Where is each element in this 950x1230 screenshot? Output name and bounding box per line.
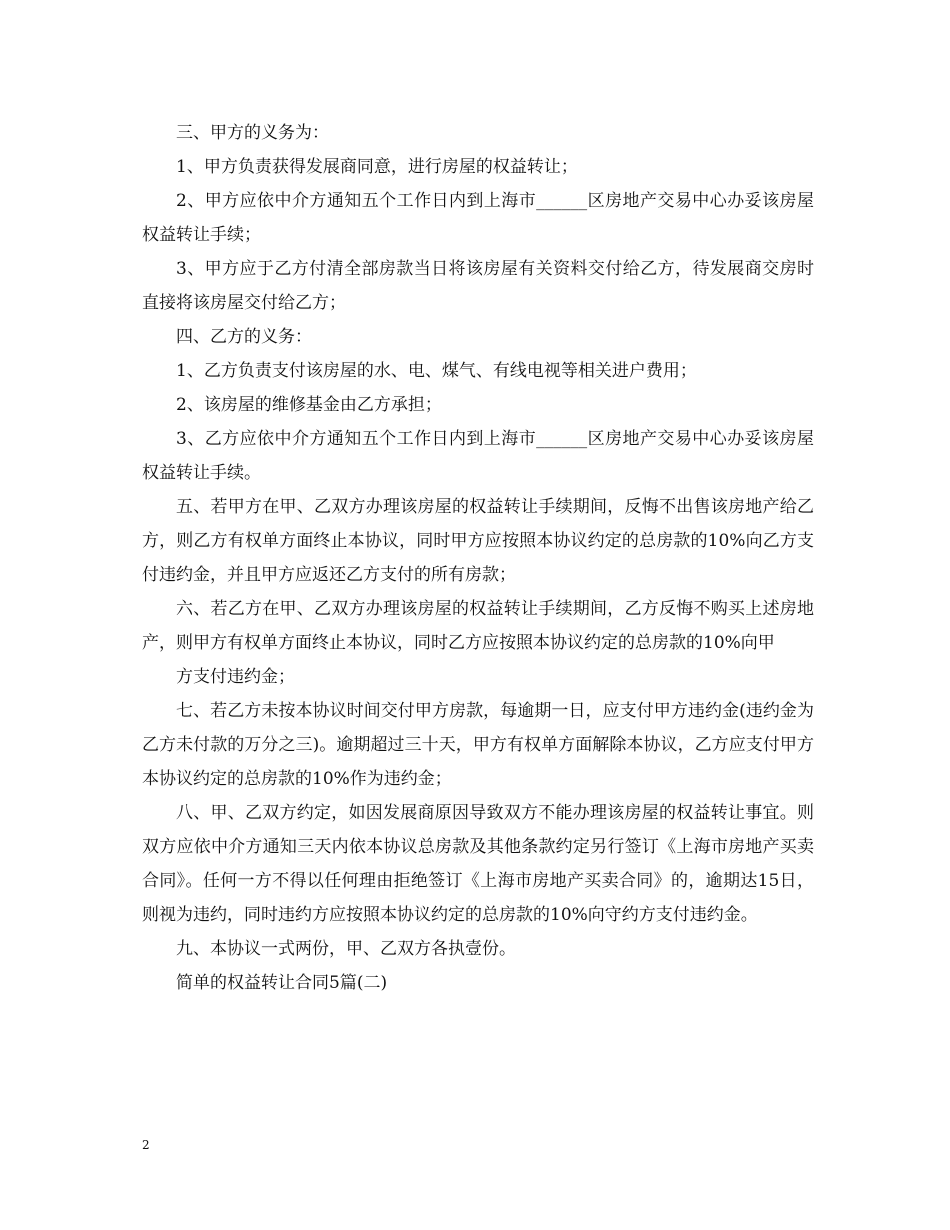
paragraph-section-3-heading: 三、甲方的义务为： bbox=[176, 123, 329, 143]
paragraph-section-4-item-2: 2、该房屋的维修基金由乙方承担； bbox=[176, 395, 442, 415]
paragraph-section-3-item-1: 1、甲方负责获得发展商同意，进行房屋的权益转让； bbox=[176, 157, 578, 177]
paragraph-section-6: 六、若乙方在甲、乙双方办理该房屋的权益转让手续期间，乙方反悔不购买上述房地产，则甲方有权单方面终止本协议，同时乙方应按照本协议约定的总房款的10%向甲 bbox=[142, 599, 814, 653]
paragraph-section-3-item-2: 2、甲方应依中介方通知五个工作日内到上海市______区房地产交易中心办妥该房屋权益转让手续； bbox=[142, 191, 814, 245]
paragraph-section-3-item-3: 3、甲方应于乙方付清全部房款当日将该房屋有关资料交付给乙方，待发展商交房时直接将该房屋交付给乙方； bbox=[142, 259, 814, 313]
paragraph-section-4-heading: 四、乙方的义务： bbox=[176, 327, 312, 347]
paragraph-section-9: 九、本协议一式两份，甲、乙双方各执壹份。 bbox=[176, 939, 516, 959]
paragraph-section-6-continued: 方支付违约金； bbox=[176, 667, 295, 687]
document-body bbox=[142, 116, 814, 1000]
page-number: 2 bbox=[142, 1138, 150, 1152]
paragraph-section-5: 五、若甲方在甲、乙双方办理该房屋的权益转让手续期间，反悔不出售该房地产给乙方，则乙方有权单方面终止本协议，同时甲方应按照本协议约定的总房款的10%向乙方支付违约金，并且甲方应返还乙方支付的所有房款； bbox=[142, 497, 814, 585]
paragraph-section-7: 七、若乙方未按本协议时间交付甲方房款，每逾期一日，应支付甲方违约金(违约金为乙方未付款的万分之三)。逾期超过三十天，甲方有权单方面解除本协议，乙方应支付甲方本协议约定的总房款的10%作为违约金； bbox=[142, 701, 814, 789]
paragraph-section-8: 八、甲、乙双方约定，如因发展商原因导致双方不能办理该房屋的权益转让事宜。则双方应依中介方通知三天内依本协议总房款及其他条款约定另行签订《上海市房地产买卖合同》。任何一方不得以任何理由拒绝签订《上海市房地产买卖合同》的，逾期达15日，则视为违约，同时违约方应按照本协议约定的总房款的10%向守约方支付违约金。 bbox=[142, 803, 814, 925]
paragraph-section-4-item-3: 3、乙方应依中介方通知五个工作日内到上海市______区房地产交易中心办妥该房屋权益转让手续。 bbox=[142, 429, 814, 483]
paragraph-section-4-item-1: 1、乙方负责支付该房屋的水、电、煤气、有线电视等相关进户费用； bbox=[176, 361, 697, 381]
paragraph-next-article-title: 简单的权益转让合同5篇(二) bbox=[176, 973, 388, 993]
